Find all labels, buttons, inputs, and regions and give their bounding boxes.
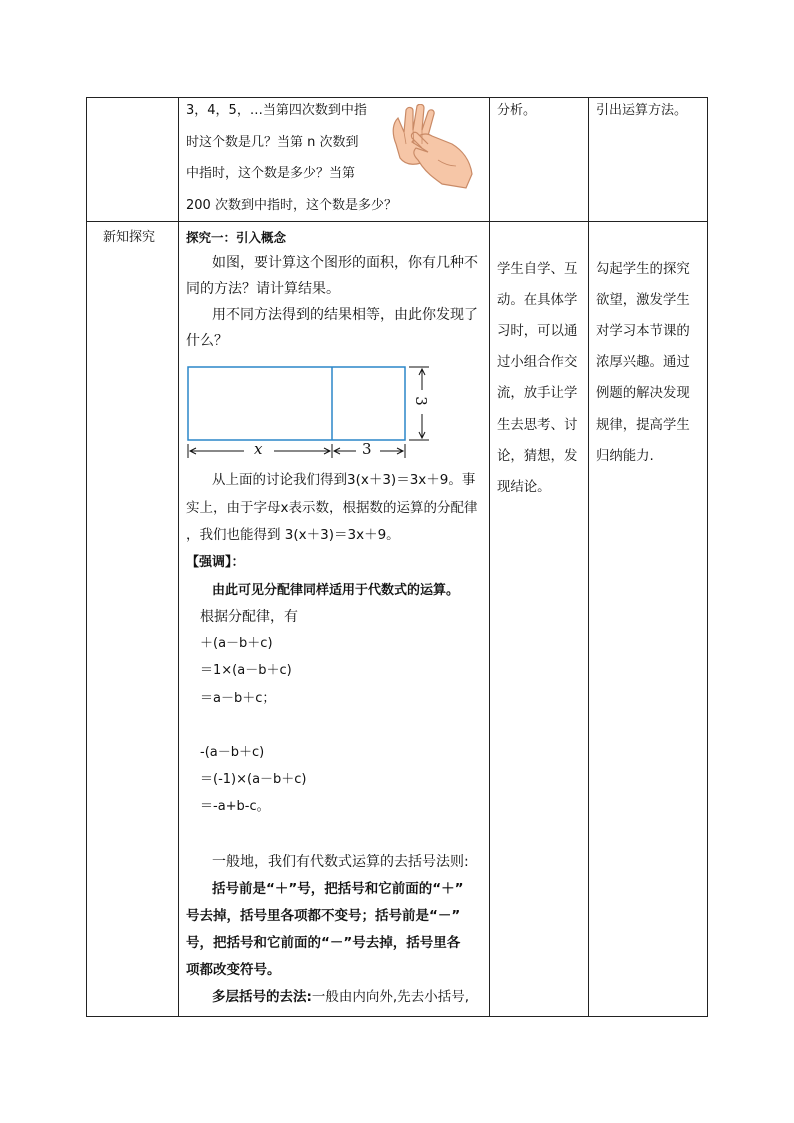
row2-col4-line-1: 勾起学生的探究 bbox=[596, 262, 690, 277]
derivation-line-3: ＝1×(a－b＋c) bbox=[200, 663, 292, 678]
paragraph-2-line-2: 什么？ bbox=[186, 333, 228, 349]
row2-col3-line-4: 过小组合作交 bbox=[497, 355, 578, 370]
row2-col3-line-1: 学生自学、互 bbox=[497, 262, 578, 277]
row-divider bbox=[86, 221, 708, 222]
table-bottom-border bbox=[86, 1016, 708, 1017]
figure-label-x: x bbox=[254, 440, 263, 458]
figure-label-3-side: 3 bbox=[411, 396, 430, 406]
derivation-line-7: ＝-a+b-c。 bbox=[200, 799, 270, 814]
row1-line-3: 中指时，这个数是多少？当第 bbox=[186, 166, 356, 181]
row2-col3-line-3: 习时，可以通 bbox=[497, 324, 578, 339]
table-top-border bbox=[86, 97, 708, 98]
row2-col4-line-7: 归纳能力. bbox=[596, 449, 654, 464]
paragraph-3-line-1: 从上面的讨论我们得到3(x＋3)＝3x＋9。事 bbox=[212, 472, 476, 488]
paragraph-1-line-2: 同的方法？请计算结果。 bbox=[186, 281, 340, 297]
paragraph-2-line-1: 用不同方法得到的结果相等，由此你发现了 bbox=[212, 307, 478, 323]
derivation-line-1: 根据分配律，有 bbox=[200, 609, 298, 625]
row2-col3-line-5: 流，放手让学 bbox=[497, 386, 578, 401]
row2-col3-line-2: 动。在具体学 bbox=[497, 293, 578, 308]
row1-line-2: 时这个数是几？当第 n 次数到 bbox=[186, 135, 359, 150]
emphasis-text: 由此可见分配律同样适用于代数式的运算。 bbox=[212, 583, 460, 598]
paragraph-3-line-2: 实上，由于字母x表示数，根据数的运算的分配律 bbox=[186, 500, 478, 516]
row2-col4-line-2: 欲望，激发学生 bbox=[596, 293, 690, 308]
row1-line-4: 200 次数到中指时，这个数是多少？ bbox=[186, 198, 397, 213]
col-divider-3 bbox=[588, 97, 589, 1016]
row2-col3-line-8: 现结论。 bbox=[497, 480, 551, 495]
row2-col3-line-7: 论，猜想，发 bbox=[497, 449, 578, 464]
figure-label-3-bottom: 3 bbox=[362, 440, 372, 458]
col-border-right bbox=[707, 97, 708, 1016]
multi-bracket-text: 一般由内向外,先去小括号, bbox=[311, 989, 469, 1005]
row1-col4-text: 引出运算方法。 bbox=[596, 103, 688, 118]
col-divider-1 bbox=[178, 97, 179, 1016]
col-border-left bbox=[86, 97, 87, 1016]
emphasis-title: 【强调】： bbox=[186, 555, 245, 570]
row2-col4-line-4: 浓厚兴趣。通过 bbox=[596, 355, 690, 370]
row2-col4-line-6: 规律，提高学生 bbox=[596, 418, 690, 433]
derivation-line-2: ＋(a－b＋c) bbox=[200, 636, 273, 651]
row2-col4-line-3: 对学习本节课的 bbox=[596, 324, 690, 339]
rule-line-1: 括号前是“＋”号，把括号和它前面的“＋” bbox=[212, 881, 464, 897]
explore-title: 探究一：引入概念 bbox=[186, 230, 287, 245]
stage-label: 新知探究 bbox=[103, 230, 156, 245]
derivation-line-5: -(a－b＋c) bbox=[200, 745, 265, 760]
paragraph-1-line-1: 如图，要计算这个图形的面积，你有几种不 bbox=[212, 255, 478, 271]
row2-col4-line-5: 例题的解决发现 bbox=[596, 386, 690, 401]
multi-bracket-line bbox=[212, 989, 469, 1005]
row1-col3-text: 分析。 bbox=[497, 103, 537, 118]
row1-line-1: 3，4，5，…当第四次数到中指 bbox=[186, 103, 367, 118]
rectangle-area-figure bbox=[184, 362, 434, 460]
derivation-line-4: ＝a－b＋c； bbox=[200, 691, 276, 706]
derivation-line-6: ＝(-1)×(a－b＋c) bbox=[200, 772, 307, 787]
paragraph-3-line-3: ，我们也能得到 3(x＋3)＝3x＋9。 bbox=[186, 527, 400, 543]
col-divider-2 bbox=[489, 97, 490, 1016]
row2-col3-line-6: 生去思考、讨 bbox=[497, 418, 578, 433]
rule-line-2: 号去掉，括号里各项都不变号；括号前是“－” bbox=[186, 908, 461, 924]
hand-counting-illustration bbox=[382, 104, 478, 190]
rule-line-3: 号，把括号和它前面的“－”号去掉，括号里各 bbox=[186, 935, 461, 951]
multi-bracket-prefix: 多层括号的去法: bbox=[212, 989, 312, 1005]
rule-intro: 一般地，我们有代数式运算的去括号法则: bbox=[212, 854, 469, 870]
rule-line-4: 项都改变符号。 bbox=[186, 962, 281, 978]
